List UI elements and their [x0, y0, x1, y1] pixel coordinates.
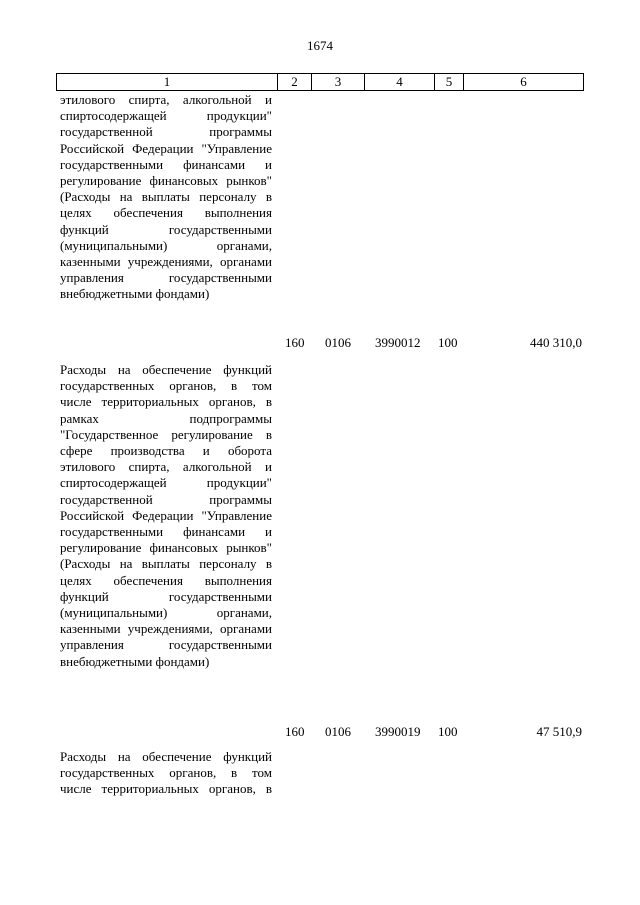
row-col2: 160 — [285, 335, 305, 350]
row-description — [60, 92, 272, 303]
row-col6: 440 310,0 — [530, 335, 582, 350]
row-description-last-line: внебюджетными фондами) — [60, 286, 210, 302]
row-col3: 0106 — [325, 335, 351, 350]
row-col4: 3990019 — [375, 724, 421, 739]
row-description — [60, 749, 272, 798]
row-description — [60, 362, 272, 670]
column-header-2: 2 — [278, 74, 312, 91]
column-header-1: 1 — [57, 74, 278, 91]
row-col3: 0106 — [325, 724, 351, 739]
row-col6: 47 510,9 — [536, 724, 582, 739]
row-col5: 100 — [438, 724, 458, 739]
column-header-table — [56, 73, 584, 91]
row-col5: 100 — [438, 335, 458, 350]
page-number: 1674 — [307, 38, 333, 53]
row-description-text: Расходы на обеспечение функций государственных органов, в том числе территориальных органов, в рамках подпрограммы "Государственное регулирование в сфере производства и оборота этилового спирта, алкогольной и спиртосодержащей продукции" государственной программы Российской Федерации "Управление государственными финансами и регулирование финансовых рынков" (Расходы на выплаты персоналу в целях обеспечения выполнения функций государственными (муниципальными) органами, казенными учреждениями, органами управления государственными — [60, 362, 272, 653]
row-description-text: этилового спирта, алкогольной и спиртосодержащей продукции" государственной программы Российской Федерации "Управление государственными финансами и регулирование финансовых рынков" (Расходы на выплаты персоналу в целях обеспечения выполнения функций государственными (муниципальными) органами, казенными учреждениями, органами управления государственными — [60, 92, 272, 286]
row-col4: 3990012 — [375, 335, 421, 350]
row-description-last-line: внебюджетными фондами) — [60, 653, 210, 669]
row-col2: 160 — [285, 724, 305, 739]
column-header-6: 6 — [464, 74, 584, 91]
column-header-3: 3 — [312, 74, 365, 91]
column-header-5: 5 — [435, 74, 464, 91]
column-header-4: 4 — [365, 74, 435, 91]
row-description-text: Расходы на обеспечение функций государственных органов, в том числе территориальных органов, в — [60, 749, 272, 797]
